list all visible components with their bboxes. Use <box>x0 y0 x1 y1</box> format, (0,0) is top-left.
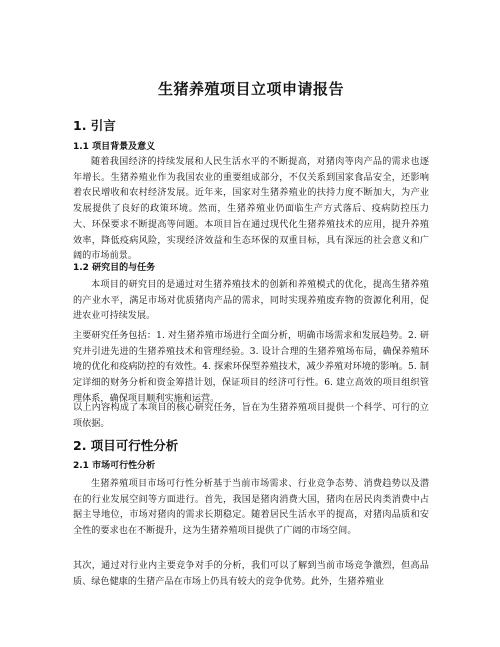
section-1-2-paragraph-1: 本项目的研究目的是通过对生猪养殖技术的创新和养殖模式的优化，提高生猪养殖的产业水平，满足市场对优质猪肉产品的需求，同时实现养殖废弃物的资源化利用，促进农业可持续发展。 <box>73 280 429 322</box>
section-1-2-paragraph-3: 以上内容构成了本项目的核心研究任务，旨在为生猪养殖项目提供一个科学、可行的立项依据。 <box>73 403 429 429</box>
section-2-1-paragraph-1: 生猪养殖项目市场可行性分析基于当前市场需求、行业竞争态势、消费趋势以及潜在的行业发展空间等方面进行。首先，我国是猪肉消费大国，猪肉在居民肉类消费中占据主导地位，市场对猪肉的需求长期稳定。随着居民生活水平的提高，对猪肉品质和安全性的要求也在不断提升，这为生猪养殖项目提供了广阔的市场空间。 <box>73 479 429 537</box>
section-2-heading: 2. 项目可行性分析 <box>73 438 179 453</box>
section-1-2-heading: 1.2 研究目的与任务 <box>73 263 156 273</box>
section-2-1-heading: 2.1 市场可行性分析 <box>73 461 156 471</box>
section-1-1-heading: 1.1 项目背景及意义 <box>73 142 156 152</box>
section-1-2-paragraph-2: 主要研究任务包括：1. 对生猪养殖市场进行全面分析，明确市场需求和发展趋势。2. 研究并引进先进的生猪养殖技术和管理经验。3. 设计合理的生猪养殖场布局，确保养殖环境的优化和疫病防控的有效性。4. 探索环保型养殖技术，减少养殖对环境的影响。5. 制定详细的财务分析和资金筹措计划，保证项目的经济可行性。6. 建立高效的项目组织管理体系，确保项目顺利实施和运营。 <box>73 331 429 404</box>
document-title: 生猪养殖项目立项申请报告 <box>157 80 344 98</box>
section-1-1-paragraph: 随着我国经济的持续发展和人民生活水平的不断提高，对猪肉等肉产品的需求也逐年增长。生猪养殖业作为我国农业的重要组成部分，不仅关系到国家食品安全，还影响着农民增收和农村经济发展。近年来，国家对生猪养殖业的扶持力度不断加大，为产业发展提供了良好的政策环境。然而，生猪养殖业仍面临生产方式落后、疫病防控压力大、环保要求不断提高等问题。本项目旨在通过现代化生猪养殖技术的应用，提升养殖效率，降低疫病风险，实现经济效益和生态环保的双重目标，具有深远的社会意义和广阔的市场前景。 <box>73 157 429 262</box>
section-2-1-paragraph-2: 其次，通过对行业内主要竞争对手的分析，我们可以了解到当前市场竞争激烈，但高品质、绿色健康的生猪产品在市场上仍具有较大的竞争优势。此外，生猪养殖业 <box>73 561 429 587</box>
section-1-heading: 1. 引言 <box>73 118 116 133</box>
